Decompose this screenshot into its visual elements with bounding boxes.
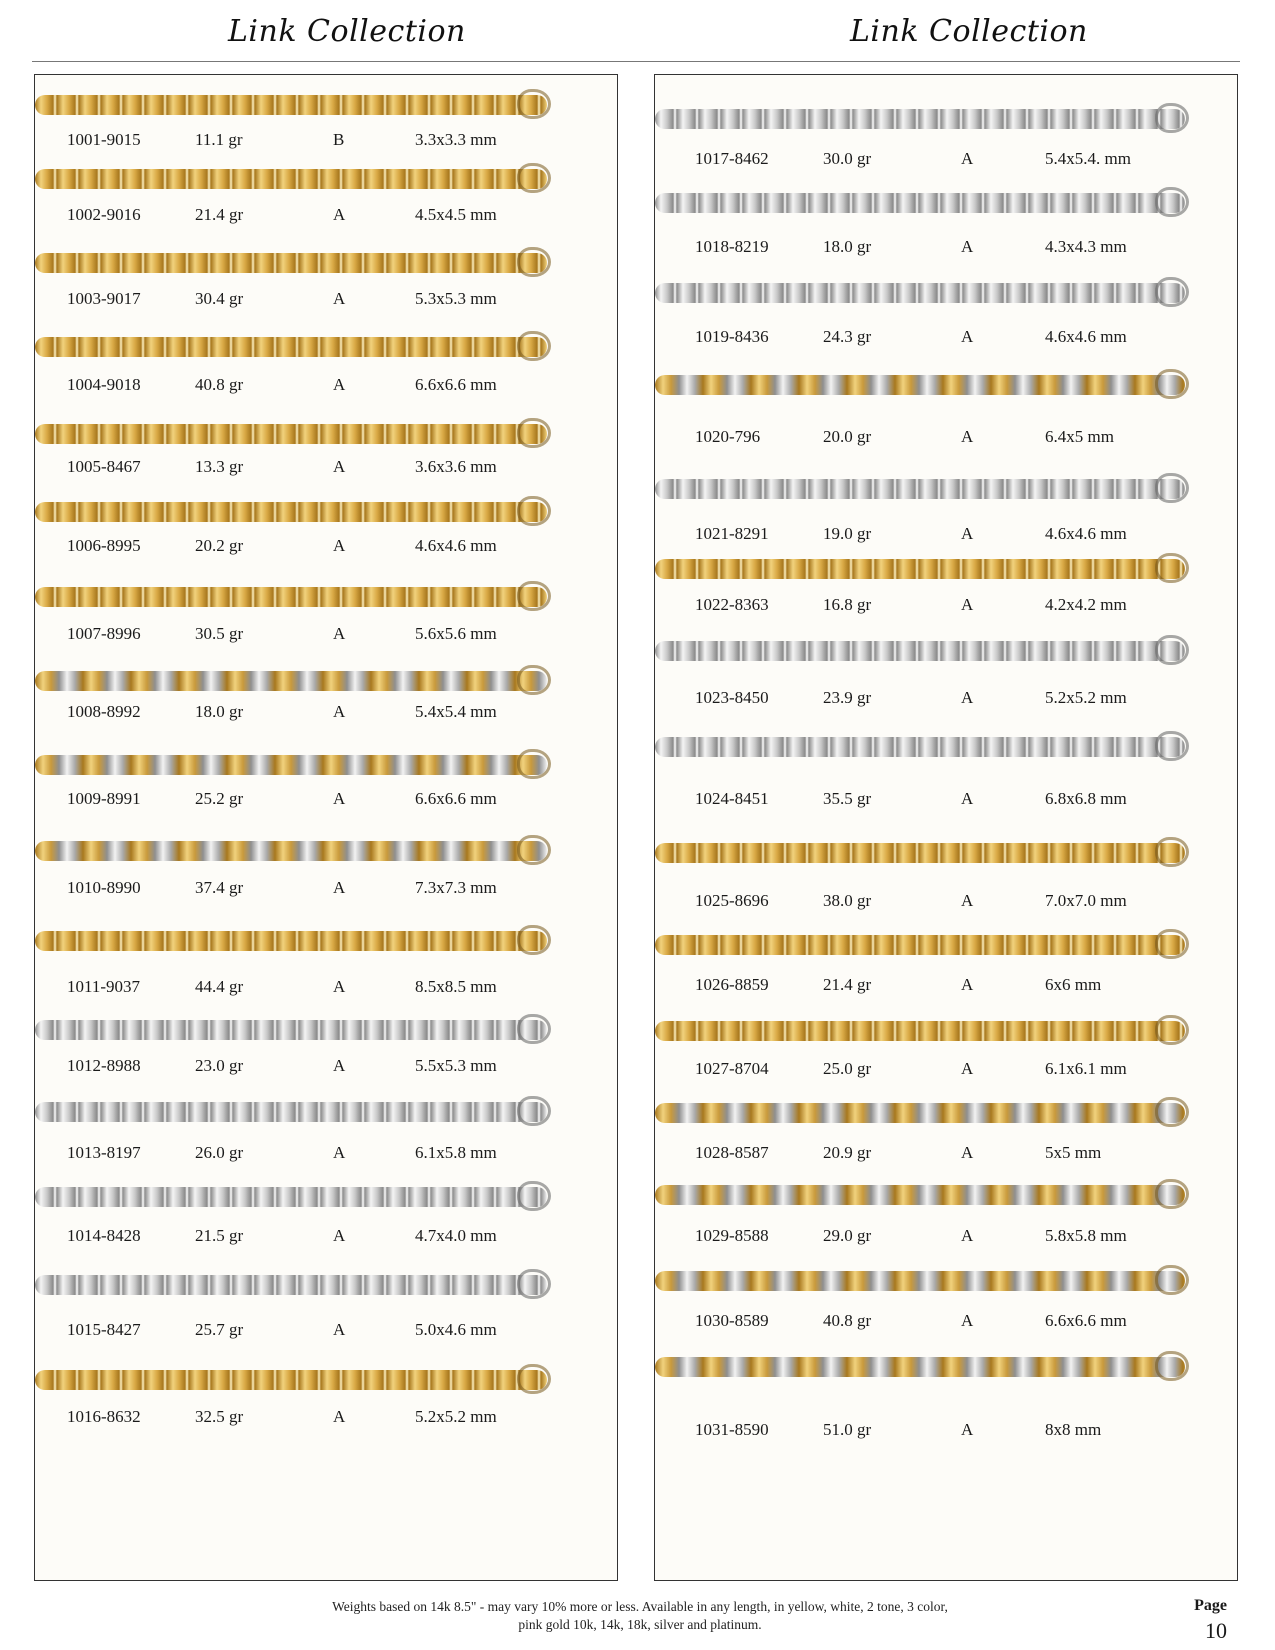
item-code: 1020-796	[695, 427, 761, 446]
item-size: 8.5x8.5 mm	[415, 977, 497, 996]
item-grade: A	[333, 1056, 346, 1075]
item-grade: A	[961, 427, 974, 446]
item-size: 6.6x6.6 mm	[1045, 1311, 1127, 1330]
item-code: 1012-8988	[67, 1056, 141, 1075]
chain-image	[35, 337, 547, 357]
item-code: 1011-9037	[67, 977, 141, 996]
item-grade: A	[333, 624, 346, 643]
item-grade: A	[961, 975, 974, 994]
item-size: 5.6x5.6 mm	[415, 624, 497, 643]
item-size: 5.4x5.4. mm	[1045, 149, 1131, 168]
item-size: 4.6x4.6 mm	[415, 536, 497, 555]
item-size: 4.6x4.6 mm	[1045, 524, 1127, 543]
item-weight: 16.8 gr	[823, 595, 872, 614]
item-code: 1029-8588	[695, 1226, 769, 1245]
chain-image	[35, 671, 547, 691]
item-weight: 25.7 gr	[195, 1320, 244, 1339]
item-weight: 19.0 gr	[823, 524, 872, 543]
item-code: 1004-9018	[67, 375, 141, 394]
item-weight: 11.1 gr	[195, 130, 243, 149]
item-grade: A	[961, 789, 974, 808]
footnote	[240, 1598, 1040, 1634]
page-title-right: Link Collection	[850, 14, 1088, 49]
item-size: 6x6 mm	[1045, 975, 1102, 994]
item-weight: 21.4 gr	[195, 205, 244, 224]
chain-image	[35, 1370, 547, 1390]
item-grade: A	[961, 595, 974, 614]
chain-image	[655, 283, 1185, 303]
item-weight: 30.5 gr	[195, 624, 244, 643]
item-grade: A	[961, 1059, 974, 1078]
item-size: 4.3x4.3 mm	[1045, 237, 1127, 256]
item-weight: 25.2 gr	[195, 789, 244, 808]
item-code: 1018-8219	[695, 237, 769, 256]
item-code: 1030-8589	[695, 1311, 769, 1330]
item-code: 1028-8587	[695, 1143, 769, 1162]
item-grade: A	[961, 149, 974, 168]
item-grade: A	[961, 237, 974, 256]
item-grade: A	[961, 1143, 974, 1162]
chain-image	[655, 1185, 1185, 1205]
item-grade: A	[333, 1407, 346, 1426]
item-weight: 18.0 gr	[195, 702, 244, 721]
item-code: 1009-8991	[67, 789, 141, 808]
item-weight: 21.4 gr	[823, 975, 872, 994]
item-weight: 40.8 gr	[823, 1311, 872, 1330]
item-code: 1003-9017	[67, 289, 141, 308]
chain-image	[655, 193, 1185, 213]
chain-image	[655, 843, 1185, 863]
item-code: 1021-8291	[695, 524, 769, 543]
chain-image	[655, 1271, 1185, 1291]
item-grade: A	[961, 524, 974, 543]
item-code: 1002-9016	[67, 205, 141, 224]
item-grade: A	[333, 1226, 346, 1245]
chain-image	[655, 109, 1185, 129]
item-grade: A	[333, 375, 346, 394]
item-weight: 35.5 gr	[823, 789, 872, 808]
chain-image	[35, 931, 547, 951]
chain-image	[35, 1102, 547, 1122]
item-weight: 38.0 gr	[823, 891, 872, 910]
item-code: 1025-8696	[695, 891, 769, 910]
item-weight: 30.0 gr	[823, 149, 872, 168]
item-size: 3.3x3.3 mm	[415, 130, 497, 149]
item-size: 5.2x5.2 mm	[1045, 688, 1127, 707]
header-rule	[32, 61, 1240, 62]
item-size: 8x8 mm	[1045, 1420, 1102, 1439]
chain-image	[35, 587, 547, 607]
chain-image	[35, 1020, 547, 1040]
item-grade: A	[333, 1143, 346, 1162]
item-code: 1007-8996	[67, 624, 141, 643]
item-weight: 40.8 gr	[195, 375, 244, 394]
item-grade: A	[961, 1311, 974, 1330]
item-code: 1001-9015	[67, 130, 141, 149]
item-weight: 13.3 gr	[195, 457, 244, 476]
item-code: 1015-8427	[67, 1320, 141, 1339]
item-size: 4.2x4.2 mm	[1045, 595, 1127, 614]
item-weight: 20.2 gr	[195, 536, 244, 555]
item-code: 1014-8428	[67, 1226, 141, 1245]
item-code: 1013-8197	[67, 1143, 141, 1162]
item-size: 5.3x5.3 mm	[415, 289, 497, 308]
page-number: 10	[1205, 1618, 1227, 1643]
item-weight: 25.0 gr	[823, 1059, 872, 1078]
item-grade: A	[333, 536, 346, 555]
item-size: 5.2x5.2 mm	[415, 1407, 497, 1426]
chain-image	[35, 502, 547, 522]
chain-image	[655, 1357, 1185, 1377]
item-size: 4.5x4.5 mm	[415, 205, 497, 224]
item-size: 7.3x7.3 mm	[415, 878, 497, 897]
item-weight: 32.5 gr	[195, 1407, 244, 1426]
item-grade: A	[961, 327, 974, 346]
chain-image	[35, 1275, 547, 1295]
item-size: 5x5 mm	[1045, 1143, 1102, 1162]
chain-image	[35, 841, 547, 861]
item-grade: A	[333, 789, 346, 808]
item-size: 5.5x5.3 mm	[415, 1056, 497, 1075]
item-weight: 37.4 gr	[195, 878, 244, 897]
item-size: 3.6x3.6 mm	[415, 457, 497, 476]
item-weight: 51.0 gr	[823, 1420, 872, 1439]
item-weight: 20.0 gr	[823, 427, 872, 446]
item-size: 5.8x5.8 mm	[1045, 1226, 1127, 1245]
item-weight: 24.3 gr	[823, 327, 872, 346]
chain-image	[655, 641, 1185, 661]
item-size: 6.6x6.6 mm	[415, 789, 497, 808]
chain-image	[655, 479, 1185, 499]
item-weight: 29.0 gr	[823, 1226, 872, 1245]
footnote-line-2: pink gold 10k, 14k, 18k, silver and platinum.	[518, 1617, 762, 1632]
item-code: 1031-8590	[695, 1420, 769, 1439]
chain-image	[655, 559, 1185, 579]
item-grade: A	[333, 457, 346, 476]
left-catalog-panel	[34, 74, 618, 1581]
item-size: 6.8x6.8 mm	[1045, 789, 1127, 808]
item-weight: 44.4 gr	[195, 977, 244, 996]
item-code: 1019-8436	[695, 327, 769, 346]
chain-image	[35, 755, 547, 775]
page-label: Page	[1194, 1597, 1227, 1614]
item-grade: A	[961, 1226, 974, 1245]
item-size: 6.4x5 mm	[1045, 427, 1114, 446]
chain-image	[655, 737, 1185, 757]
item-code: 1017-8462	[695, 149, 769, 168]
chain-image	[35, 95, 547, 115]
item-code: 1023-8450	[695, 688, 769, 707]
item-size: 7.0x7.0 mm	[1045, 891, 1127, 910]
chain-image	[655, 1103, 1185, 1123]
item-weight: 20.9 gr	[823, 1143, 872, 1162]
item-grade: A	[961, 1420, 974, 1439]
chain-image	[35, 169, 547, 189]
item-code: 1006-8995	[67, 536, 141, 555]
item-grade: A	[333, 1320, 346, 1339]
item-grade: A	[961, 891, 974, 910]
chain-image	[35, 253, 547, 273]
chain-image	[655, 935, 1185, 955]
item-weight: 26.0 gr	[195, 1143, 244, 1162]
item-code: 1010-8990	[67, 878, 141, 897]
item-grade: B	[333, 130, 345, 149]
item-weight: 21.5 gr	[195, 1226, 244, 1245]
item-weight: 18.0 gr	[823, 237, 872, 256]
item-code: 1005-8467	[67, 457, 141, 476]
right-catalog-panel	[654, 74, 1238, 1581]
footnote-line-1: Weights based on 14k 8.5" - may vary 10% more or less. Available in any length, in yellow, white, 2 tone, 3 color,	[332, 1599, 948, 1614]
item-grade: A	[333, 702, 346, 721]
item-code: 1016-8632	[67, 1407, 141, 1426]
chain-image	[35, 1187, 547, 1207]
item-grade: A	[333, 977, 346, 996]
chain-image	[655, 375, 1185, 395]
item-size: 6.1x5.8 mm	[415, 1143, 497, 1162]
item-code: 1026-8859	[695, 975, 769, 994]
item-grade: A	[333, 205, 346, 224]
item-code: 1008-8992	[67, 702, 141, 721]
item-size: 5.4x5.4 mm	[415, 702, 497, 721]
item-grade: A	[333, 878, 346, 897]
item-size: 4.7x4.0 mm	[415, 1226, 497, 1245]
page-title-left: Link Collection	[228, 14, 466, 49]
item-weight: 23.0 gr	[195, 1056, 244, 1075]
item-size: 4.6x4.6 mm	[1045, 327, 1127, 346]
item-weight: 23.9 gr	[823, 688, 872, 707]
item-grade: A	[333, 289, 346, 308]
item-size: 6.1x6.1 mm	[1045, 1059, 1127, 1078]
item-code: 1024-8451	[695, 789, 769, 808]
item-code: 1027-8704	[695, 1059, 769, 1078]
item-weight: 30.4 gr	[195, 289, 244, 308]
chain-image	[655, 1021, 1185, 1041]
item-grade: A	[961, 688, 974, 707]
item-code: 1022-8363	[695, 595, 769, 614]
item-size: 6.6x6.6 mm	[415, 375, 497, 394]
chain-image	[35, 424, 547, 444]
item-size: 5.0x4.6 mm	[415, 1320, 497, 1339]
